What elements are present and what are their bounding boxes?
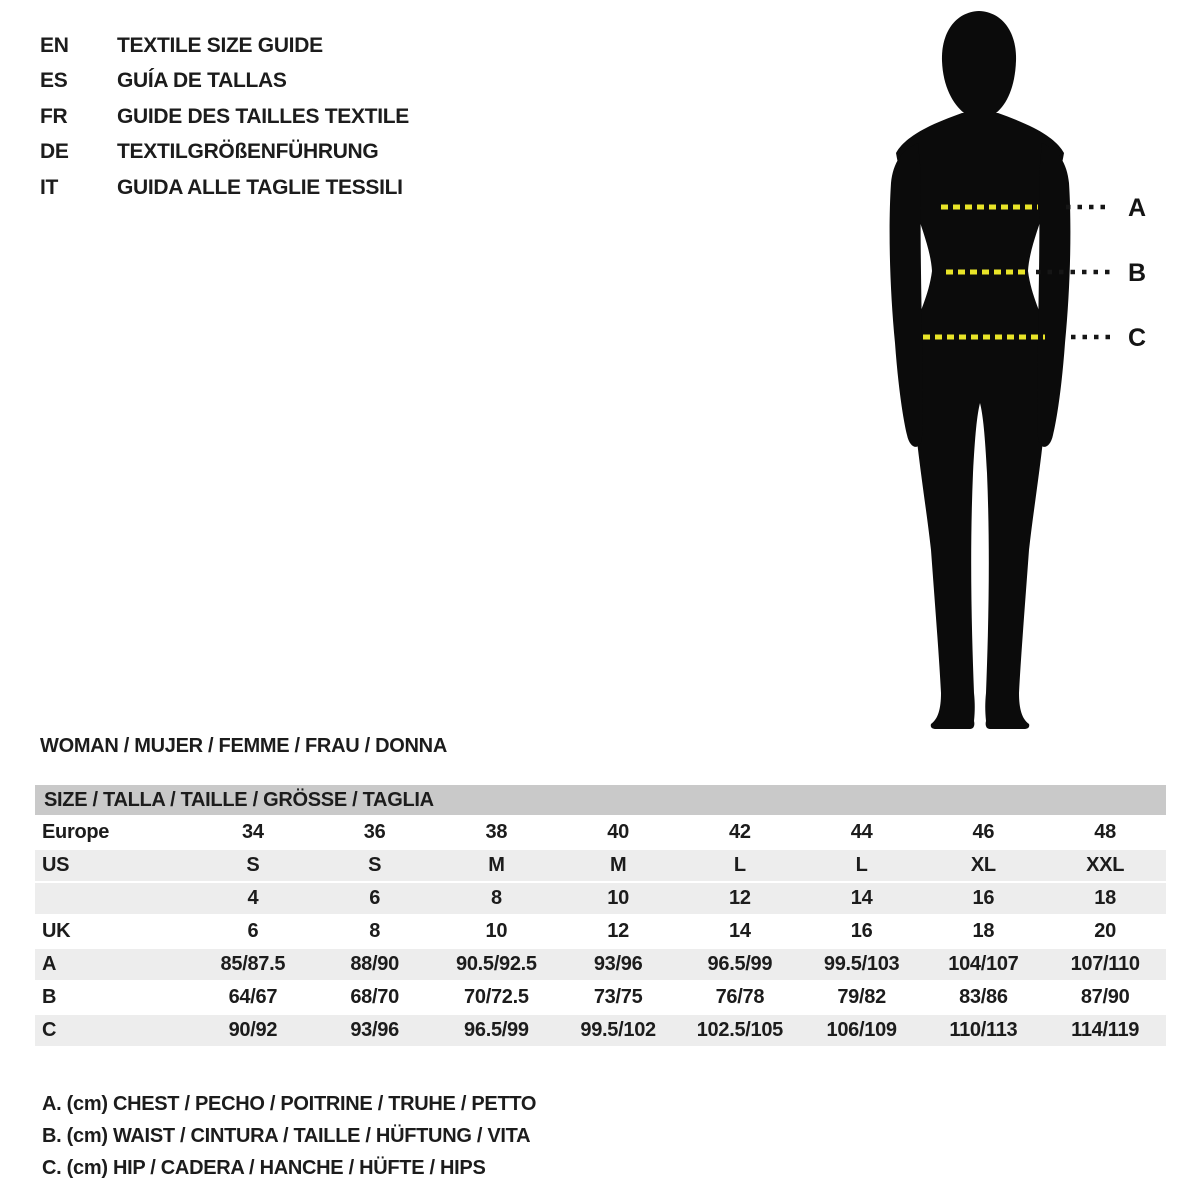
size-cell: 10 <box>485 920 508 942</box>
size-cell: 93/96 <box>593 953 643 975</box>
size-cell: 14 <box>850 887 873 909</box>
size-cell: 83/86 <box>959 986 1008 1008</box>
size-cell: 99.5/103 <box>823 953 900 975</box>
table-row-uk <box>35 916 1166 949</box>
row-label: Europe <box>42 821 110 843</box>
size-cell: 36 <box>363 821 386 843</box>
lang-code: ES <box>40 69 68 93</box>
size-cell: XL <box>970 854 996 876</box>
table-row-us <box>35 850 1166 883</box>
size-cell: 73/75 <box>593 986 643 1008</box>
measurement-figure <box>858 5 1180 745</box>
size-cell: 44 <box>850 821 873 843</box>
table-row-waist-b <box>35 982 1166 1015</box>
lang-row-de <box>40 135 409 171</box>
size-cell: S <box>368 854 382 876</box>
lang-row-en <box>40 28 409 64</box>
size-cell: 20 <box>1094 920 1116 942</box>
size-cell: 110/113 <box>949 1019 1018 1041</box>
size-cell: 8 <box>490 887 502 909</box>
marker-label-b: B <box>1128 259 1146 287</box>
size-cell: 102.5/105 <box>696 1019 784 1041</box>
size-cell: 106/109 <box>826 1019 897 1041</box>
size-cell: 6 <box>369 887 381 909</box>
legend-line-chest: A. (cm) CHEST / PECHO / POITRINE / TRUHE / PETTO <box>42 1093 537 1115</box>
lang-row-es <box>40 64 409 100</box>
lang-row-fr <box>40 99 409 135</box>
lang-code: EN <box>40 33 69 57</box>
size-cell: 14 <box>729 920 751 942</box>
size-cell: L <box>733 854 746 876</box>
size-cell: 42 <box>729 821 751 843</box>
legend-line-hip: C. (cm) HIP / CADERA / HANCHE / HÜFTE / HIPS <box>42 1157 486 1179</box>
size-cell: 104/107 <box>948 953 1019 975</box>
lang-title: GUÍA DE TALLAS <box>117 69 287 93</box>
table-row-chest-a <box>35 949 1166 982</box>
size-table-header: SIZE / TALLA / TAILLE / GRÖSSE / TAGLIA <box>35 785 1166 815</box>
lang-row-it <box>40 170 409 206</box>
size-cell: 48 <box>1094 821 1116 843</box>
size-cell: 10 <box>607 887 629 909</box>
size-cell: 85/87.5 <box>220 953 286 975</box>
size-cell: 8 <box>369 920 381 942</box>
size-cell: 90/92 <box>228 1019 278 1041</box>
row-label: B <box>42 986 57 1008</box>
lang-title: GUIDE DES TAILLES TEXTILE <box>117 104 409 128</box>
size-cell: 96.5/99 <box>707 953 773 975</box>
language-list <box>40 28 409 206</box>
section-title: WOMAN / MUJER / FEMME / FRAU / DONNA <box>40 735 447 757</box>
size-cell: 88/90 <box>350 953 399 975</box>
size-cell: 16 <box>850 920 873 942</box>
size-cell: 18 <box>972 920 995 942</box>
lang-title: TEXTILE SIZE GUIDE <box>117 33 323 57</box>
lang-code: IT <box>40 175 59 199</box>
woman-silhouette-right-arm-icon <box>1037 143 1070 447</box>
size-cell: 76/78 <box>715 986 765 1008</box>
size-cell: 90.5/92.5 <box>456 953 537 975</box>
size-cell: 16 <box>972 887 995 909</box>
table-row-us-numeric <box>35 883 1166 916</box>
lang-code: DE <box>40 140 69 164</box>
row-label: C <box>42 1019 57 1041</box>
size-cell: 38 <box>485 821 508 843</box>
woman-silhouette-head-icon <box>942 11 1016 113</box>
lang-code: FR <box>40 104 68 128</box>
size-cell: 6 <box>247 920 259 942</box>
size-cell: L <box>855 854 868 876</box>
size-cell: XXL <box>1086 854 1125 876</box>
size-table <box>35 785 1166 1048</box>
size-cell: 114/119 <box>1071 1019 1140 1041</box>
size-cell: 79/82 <box>837 986 886 1008</box>
size-cell: 64/67 <box>228 986 278 1008</box>
size-cell: 12 <box>607 920 629 942</box>
size-cell: M <box>609 854 627 876</box>
size-cell: 96.5/99 <box>464 1019 529 1041</box>
size-cell: 18 <box>1094 887 1116 909</box>
size-cell: M <box>488 854 505 876</box>
table-row-hip-c <box>35 1015 1166 1048</box>
size-cell: 12 <box>729 887 751 909</box>
row-label: A <box>42 953 57 975</box>
marker-label-a: A <box>1128 194 1146 222</box>
size-cell: 46 <box>972 821 995 843</box>
size-cell: 93/96 <box>350 1019 399 1041</box>
marker-label-c: C <box>1128 324 1146 352</box>
size-cell: 34 <box>242 821 264 843</box>
size-cell: S <box>246 854 260 876</box>
legend-line-waist: B. (cm) WAIST / CINTURA / TAILLE / HÜFTUNG / VITA <box>42 1125 531 1147</box>
table-row-europe <box>35 817 1166 850</box>
lang-title: TEXTILGRÖßENFÜHRUNG <box>117 140 379 164</box>
size-cell: 68/70 <box>350 986 399 1008</box>
size-cell: 87/90 <box>1080 986 1130 1008</box>
size-cell: 40 <box>607 821 629 843</box>
size-cell: 107/110 <box>1070 953 1140 975</box>
row-label: US <box>42 854 70 876</box>
woman-silhouette-left-arm-icon <box>890 143 923 447</box>
row-label <box>35 883 192 914</box>
row-label: UK <box>42 920 71 942</box>
lang-title: GUIDA ALLE TAGLIE TESSILI <box>117 175 403 199</box>
size-cell: 4 <box>247 887 259 909</box>
size-cell: 99.5/102 <box>580 1019 656 1041</box>
size-cell: 70/72.5 <box>464 986 529 1008</box>
measure-legend <box>42 1088 536 1184</box>
